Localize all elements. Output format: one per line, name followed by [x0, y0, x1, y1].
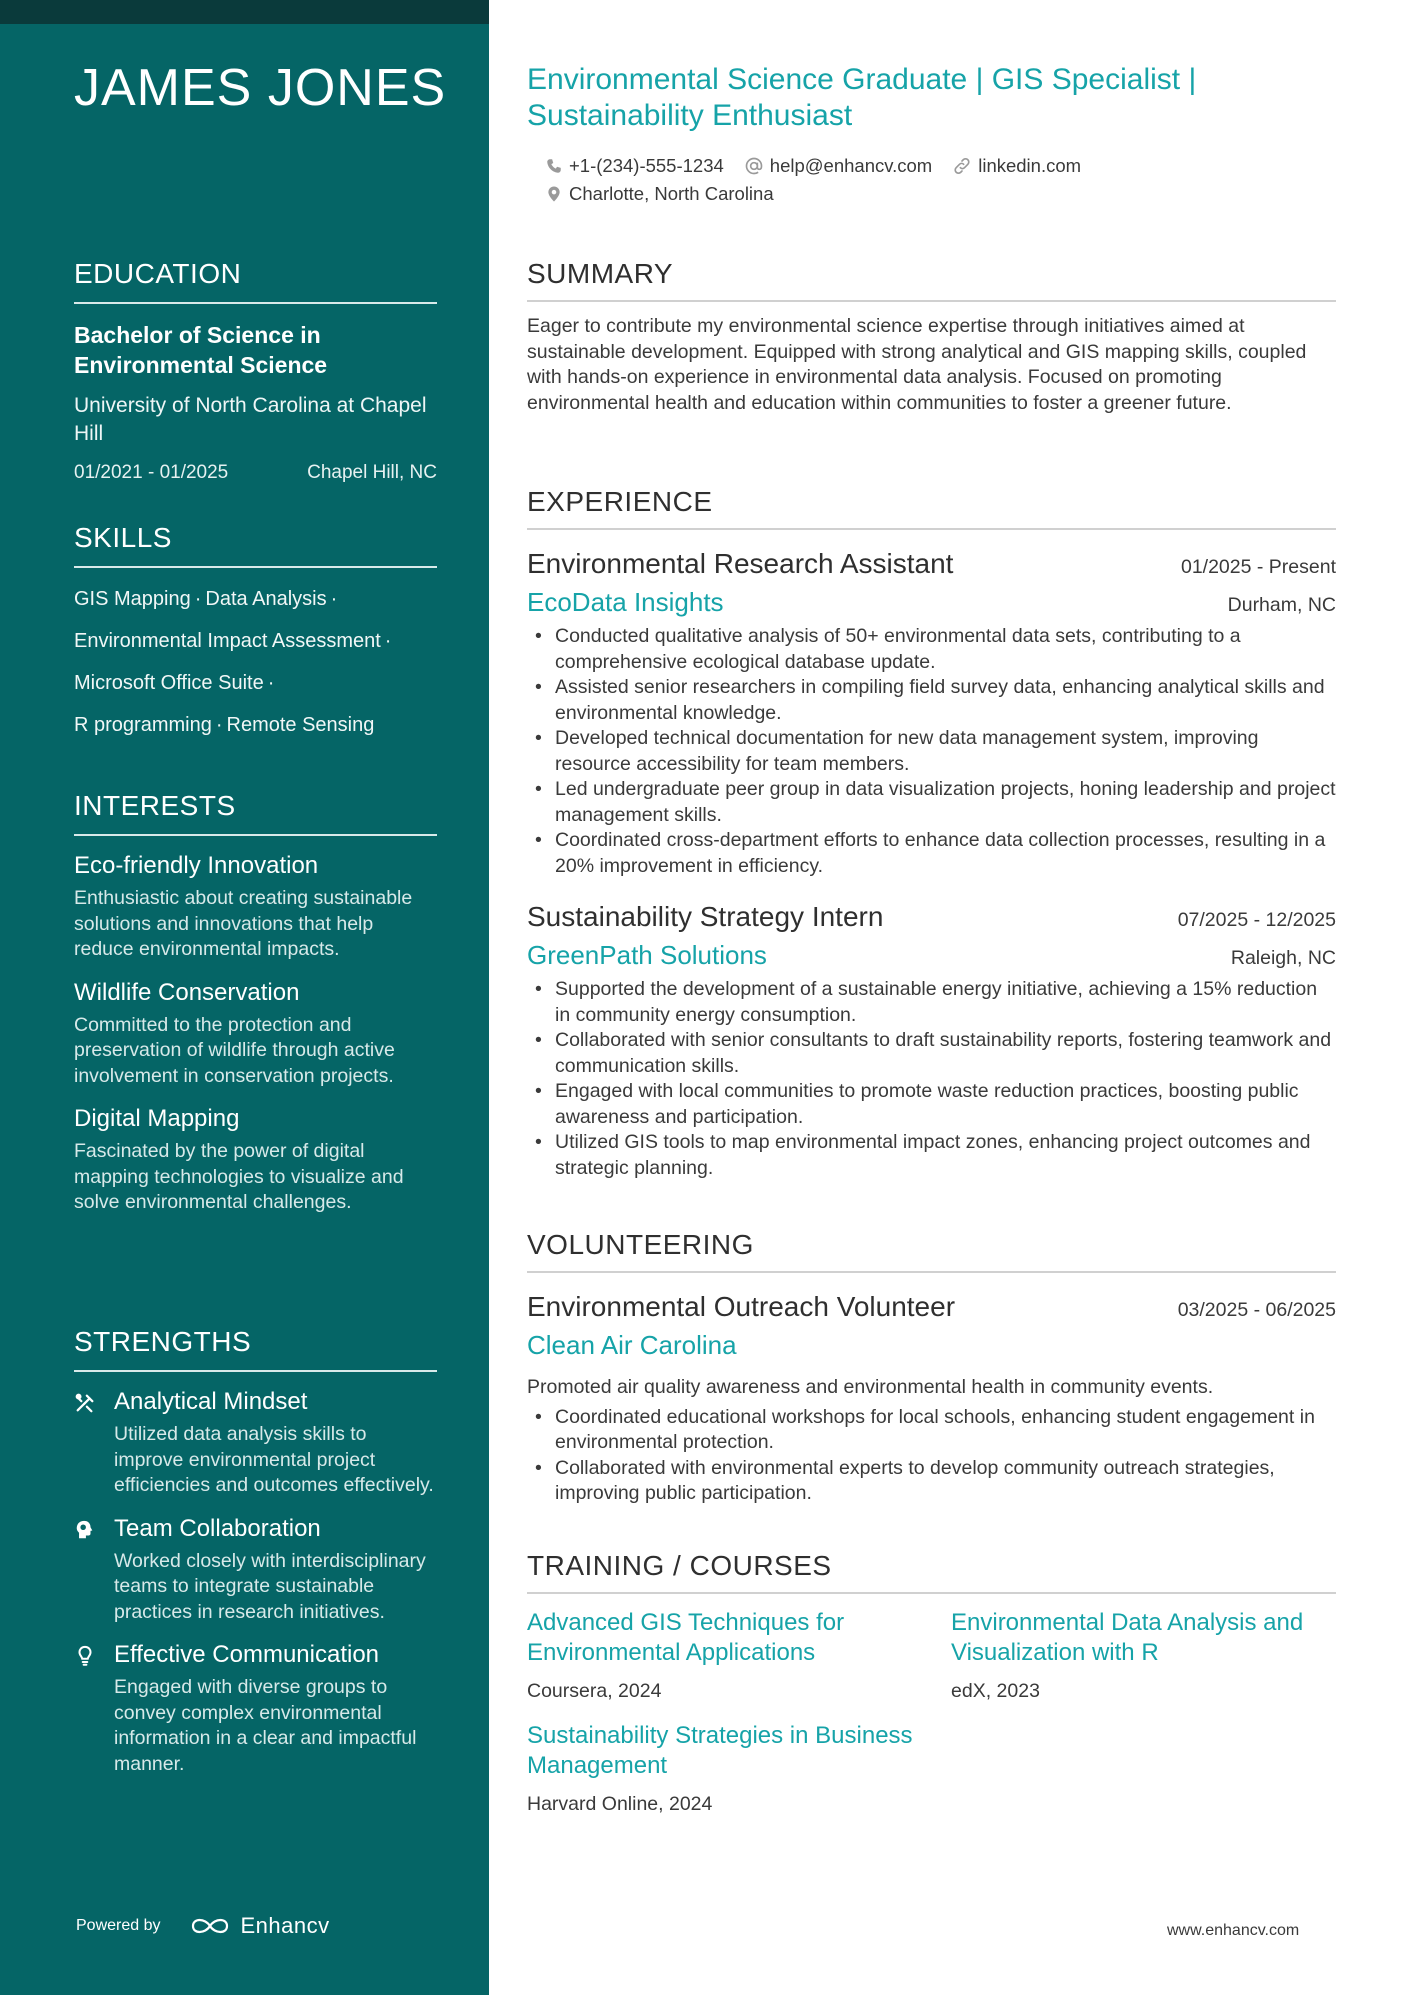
headline: Environmental Science Graduate | GIS Specialist | Sustainability Enthusiast	[527, 63, 1197, 132]
skills-line	[74, 704, 437, 746]
job-title: Sustainability Strategy Intern	[527, 901, 884, 932]
strength-title: Effective Communication	[114, 1641, 380, 1668]
contact-info	[545, 152, 1101, 208]
education-meta	[74, 462, 437, 484]
skills-line	[74, 662, 437, 704]
strengths-heading: STRENGTHS	[74, 1326, 437, 1372]
course-list	[527, 1608, 1336, 1834]
strength-item	[74, 1386, 437, 1499]
strength-title: Team Collaboration	[114, 1514, 321, 1542]
education-degree: Bachelor of Science in Environmental Science	[74, 322, 328, 378]
strength-desc: Engaged with diverse groups to convey complex environmental information in a clear and impactful manner.	[114, 1676, 417, 1775]
bullet-item: • Conducted qualitative analysis of 50+ environmental data sets, contributing to a comprehensive ecological database update.	[527, 624, 1336, 675]
candidate-name: JAMES JONES	[74, 59, 447, 117]
job-subheader	[527, 937, 1336, 973]
education-section	[74, 258, 437, 484]
strength-item	[74, 1513, 437, 1626]
volunteer-header	[527, 1287, 1336, 1327]
strength-item	[74, 1639, 437, 1777]
course-provider: edX, 2023	[951, 1680, 1040, 1702]
job-bullets	[527, 977, 1336, 1181]
link-icon	[952, 156, 972, 176]
course-title: Sustainability Strategies in Business Management	[527, 1722, 913, 1779]
education-school: University of North Carolina at Chapel Hill	[74, 394, 427, 445]
interest-title: Digital Mapping	[74, 1105, 240, 1132]
course-provider: Harvard Online, 2024	[527, 1793, 713, 1815]
course-provider: Coursera, 2024	[527, 1680, 662, 1702]
volunteer-dates: 03/2025 - 06/2025	[1177, 1299, 1336, 1321]
interests-heading: INTERESTS	[74, 790, 437, 836]
experience-heading: EXPERIENCE	[527, 486, 1336, 530]
volunteer-desc: Promoted air quality awareness and environmental health in community events.	[527, 1376, 1214, 1398]
summary-section	[527, 258, 1336, 416]
volunteering-heading: VOLUNTEERING	[527, 1229, 1336, 1273]
bullet-item: • Developed technical documentation for new data management system, improving resource accessibility for team members.	[527, 726, 1336, 777]
skill-item: Remote Sensing	[226, 714, 375, 736]
interest-item	[74, 977, 437, 1090]
interest-desc: Enthusiastic about creating sustainable solutions and innovations that help reduce environmental impacts.	[74, 887, 413, 960]
course-title: Advanced GIS Techniques for Environmental Applications	[527, 1609, 845, 1666]
brand-name: Enhancv	[240, 1913, 330, 1938]
job-location: Raleigh, NC	[1230, 947, 1336, 969]
head-icon	[74, 1519, 96, 1541]
skills-section	[74, 522, 437, 746]
job-location: Durham, NC	[1227, 594, 1336, 616]
volunteering-section	[527, 1229, 1336, 1507]
volunteer-bullets	[527, 1405, 1336, 1507]
powered-by	[76, 1913, 330, 1939]
skill-item: Data Analysis	[205, 588, 327, 610]
at-icon	[744, 156, 764, 176]
job-entry	[527, 897, 1336, 1181]
volunteer-entry	[527, 1287, 1336, 1507]
interest-desc: Committed to the protection and preservation of wildlife through active involvement in conservation projects.	[74, 1013, 395, 1087]
bullet-item: • Coordinated educational workshops for local schools, enhancing student engagement in environmental protection.	[527, 1405, 1336, 1456]
location-pin-icon	[545, 184, 563, 204]
volunteer-role: Environmental Outreach Volunteer	[527, 1291, 956, 1322]
skill-item: Environmental Impact Assessment	[74, 630, 381, 652]
bullet-item: • Utilized GIS tools to map environmental impact zones, enhancing project outcomes and strategic planning.	[527, 1130, 1336, 1181]
bullet-item: • Collaborated with environmental experts to develop community outreach strategies, improving public participation.	[527, 1456, 1336, 1507]
bullet-item: • Assisted senior researchers in compiling field survey data, enhancing analytical skills and environmental knowledge.	[527, 675, 1336, 726]
skills-line	[74, 620, 437, 662]
website-text: linkedin.com	[978, 155, 1082, 176]
contact-email[interactable]	[744, 155, 932, 177]
course-item	[527, 1721, 951, 1816]
training-section	[527, 1550, 1336, 1834]
job-company: GreenPath Solutions	[527, 940, 767, 970]
job-entry	[527, 544, 1336, 879]
powered-by-label: Powered by	[76, 1917, 161, 1934]
phone-icon	[545, 157, 563, 175]
bullet-item: • Coordinated cross-department efforts to enhance data collection processes, resulting in a 20% improvement in efficiency.	[527, 828, 1336, 879]
skill-separator: ·	[330, 588, 338, 610]
skill-separator: ·	[215, 714, 223, 736]
contact-phone[interactable]	[545, 155, 724, 177]
phone-text: +1-(234)-555-1234	[569, 155, 724, 176]
website-footer[interactable]: www.enhancv.com	[1167, 1922, 1300, 1939]
skill-item: GIS Mapping	[74, 588, 191, 610]
course-item	[527, 1608, 951, 1703]
infinity-icon	[187, 1914, 233, 1938]
education-dates: 01/2021 - 01/2025	[74, 462, 229, 483]
lightbulb-icon	[74, 1645, 96, 1667]
enhancv-logo[interactable]	[187, 1913, 330, 1939]
job-header	[527, 544, 1336, 584]
interest-desc: Fascinated by the power of digital mapping technologies to visualize and solve environmental challenges.	[74, 1140, 404, 1213]
location-text: Charlotte, North Carolina	[569, 183, 774, 204]
interest-title: Eco-friendly Innovation	[74, 852, 319, 879]
email-text: help@enhancv.com	[769, 155, 933, 176]
bullet-item: • Engaged with local communities to promote waste reduction practices, boosting public awareness and participation.	[527, 1079, 1336, 1130]
skill-separator: ·	[384, 630, 392, 652]
skill-item: Microsoft Office Suite	[74, 672, 264, 694]
tools-icon	[74, 1392, 96, 1414]
job-header	[527, 897, 1336, 937]
strength-desc: Worked closely with interdisciplinary teams to integrate sustainable practices in research initiatives.	[114, 1549, 426, 1623]
job-dates: 07/2025 - 12/2025	[1177, 909, 1336, 931]
skills-line	[74, 578, 437, 620]
strength-desc: Utilized data analysis skills to improve environmental project efficiencies and outcomes effectively.	[114, 1423, 434, 1496]
strength-title: Analytical Mindset	[114, 1388, 308, 1415]
skill-item: R programming	[74, 714, 212, 736]
summary-text: Eager to contribute my environmental science expertise through initiatives aimed at sustainable development. Equipped with strong analytical and GIS mapping skills, coupled with hands-on experience in environmental data analysis. Focused on promoting environmental health and education within communities to foster a greener future.	[527, 315, 1307, 414]
training-heading: TRAINING / COURSES	[527, 1550, 1336, 1594]
job-subheader	[527, 584, 1336, 620]
skills-list	[74, 578, 437, 746]
interests-section	[74, 790, 437, 1216]
interest-item	[74, 1103, 437, 1216]
contact-row	[545, 152, 1101, 180]
bullet-item: • Led undergraduate peer group in data visualization projects, honing leadership and project management skills.	[527, 777, 1336, 828]
job-title: Environmental Research Assistant	[527, 548, 954, 579]
job-company: EcoData Insights	[527, 587, 724, 617]
interest-item	[74, 850, 437, 963]
course-title: Environmental Data Analysis and Visualization with R	[951, 1609, 1304, 1666]
job-dates: 01/2025 - Present	[1180, 556, 1336, 578]
strengths-section	[74, 1326, 437, 1777]
education-heading: EDUCATION	[74, 258, 437, 304]
contact-location	[545, 183, 774, 205]
contact-website[interactable]	[952, 155, 1081, 177]
experience-section	[527, 486, 1336, 1181]
skill-separator: ·	[194, 588, 202, 610]
skills-heading: SKILLS	[74, 522, 437, 568]
contact-row	[545, 180, 1101, 208]
sidebar	[0, 0, 489, 1995]
bullet-item: • Collaborated with senior consultants to draft sustainability reports, fostering teamwork and communication skills.	[527, 1028, 1336, 1079]
job-bullets	[527, 624, 1336, 879]
education-location: Chapel Hill, NC	[307, 462, 437, 483]
sidebar-top-bar	[0, 0, 489, 24]
interest-title: Wildlife Conservation	[74, 978, 300, 1006]
course-item	[951, 1608, 1336, 1703]
bullet-item: • Supported the development of a sustainable energy initiative, achieving a 15% reduction in community energy consumption.	[527, 977, 1336, 1028]
summary-heading: SUMMARY	[527, 258, 1336, 302]
skill-separator: ·	[267, 672, 275, 694]
volunteer-org: Clean Air Carolina	[527, 1330, 737, 1360]
